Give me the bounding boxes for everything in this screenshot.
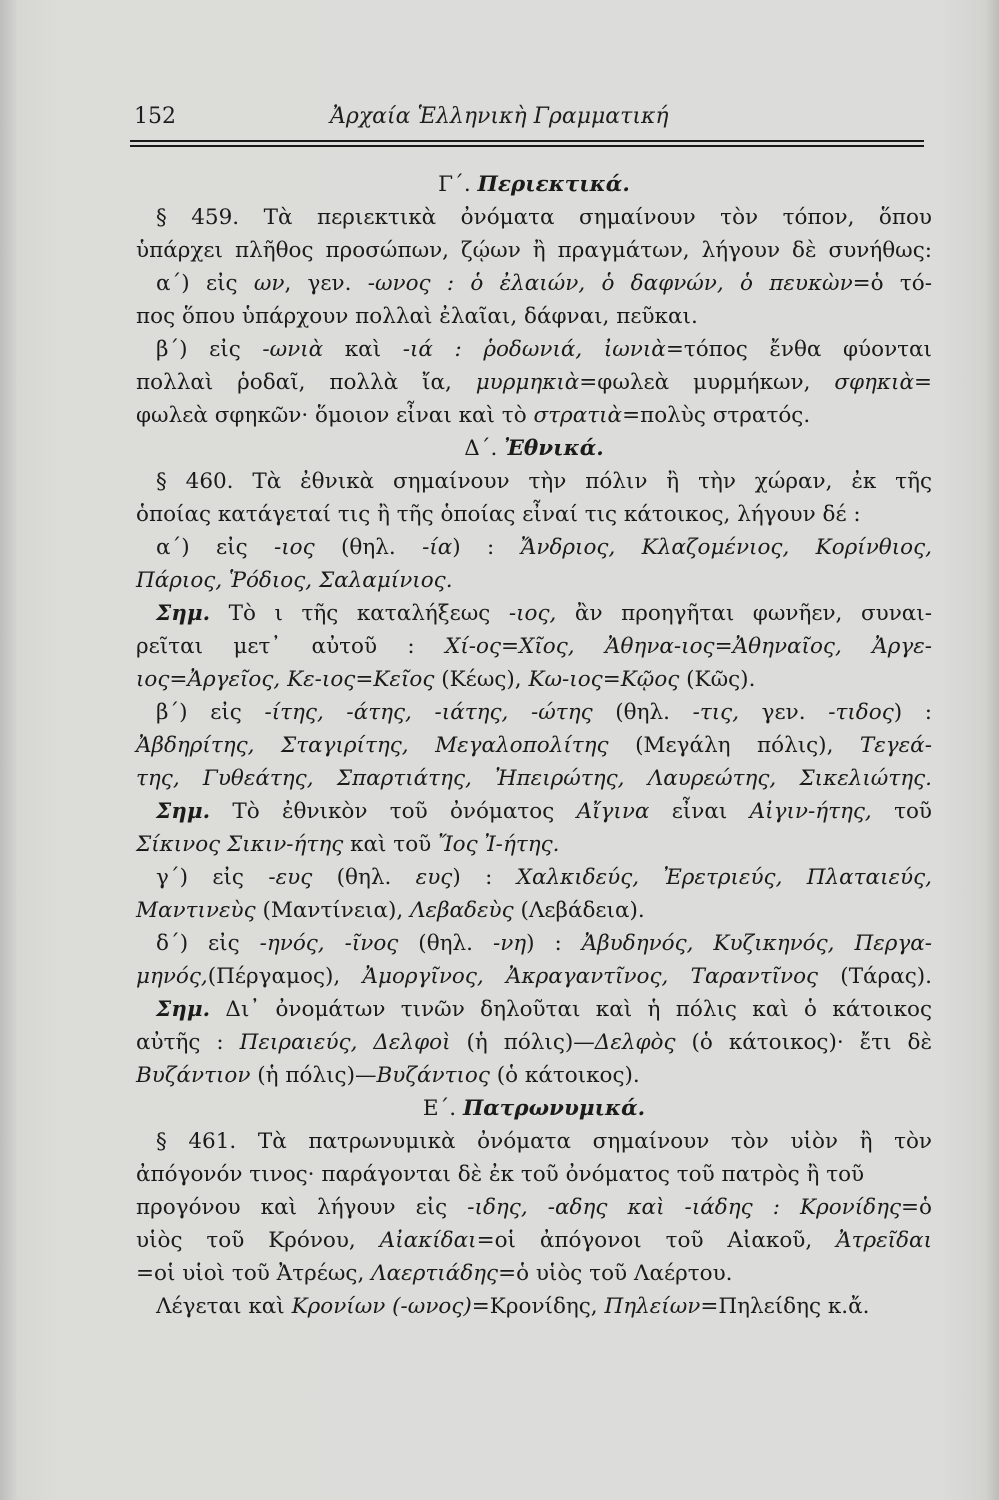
text-line	[136, 1224, 932, 1257]
text-run: § 460. Τὰ ἐθνικὰ σημαίνουν τὴν πόλιν ἢ τὴν χώραν, ἐκ τῆς	[156, 469, 932, 494]
text-run: Τὸ ι τῆς καταλήξεως	[210, 601, 509, 626]
text-line	[136, 1026, 932, 1059]
text-run: (θηλ.	[312, 865, 416, 890]
text-line	[136, 1158, 932, 1191]
text-run: Μαντινεὺς	[136, 898, 256, 923]
text-run: α΄) εἰς	[156, 535, 274, 560]
text-run: Λέγεται καὶ	[156, 1294, 292, 1319]
text-run: Χαλκιδεύς, Ἐρετριεύς, Πλαταιεύς,	[516, 865, 932, 890]
text-run: ευς	[415, 865, 453, 890]
text-run: (ἡ πόλις)—	[250, 1063, 377, 1088]
text-run: (Μεγάλη πόλις),	[608, 733, 860, 758]
text-run: =πολὺς στρατός.	[622, 403, 811, 428]
text-run: τοῦ	[871, 799, 932, 824]
text-line	[136, 960, 932, 993]
header-rule-top	[130, 140, 924, 142]
text-run: ιος=Ἀργεῖος, Κε-ιος=Κεῖος	[136, 667, 435, 692]
text-run: μυρμηκιὰ	[475, 370, 580, 395]
text-run: Τεγεά-	[859, 733, 932, 758]
text-line	[136, 828, 932, 861]
text-run: ) :	[526, 931, 582, 956]
text-run: Γ΄.	[438, 172, 478, 197]
text-line	[136, 201, 932, 234]
text-run: -ιος,	[508, 601, 557, 626]
text-line	[136, 729, 932, 762]
text-run: =ὁ υἱὸς τοῦ Λαέρτου.	[498, 1261, 733, 1286]
text-run: =φωλεὰ μυρμήκων,	[579, 370, 835, 395]
text-run: Ἀτρεῖδαι	[836, 1228, 932, 1253]
text-run: -τιδος	[828, 700, 894, 725]
text-run: σφηκιὰ	[834, 370, 914, 395]
text-run: § 459. Τὰ περιεκτικὰ ὀνόματα σημαίνουν τὸν τόπον, ὅπου	[156, 205, 932, 230]
text-run: της, Γυθεάτης, Σπαρτιάτης, Ἠπειρώτης, Λαυρεώτης, Σικελιώτης.	[136, 766, 932, 791]
text-run: Ἀβδηρίτης, Σταγιρίτης, Μεγαλοπολίτης	[136, 733, 609, 758]
text-run: ἀπόγονόν τινος· παράγονται δὲ ἐκ τοῦ ὀνόματος τοῦ πατρὸς ἢ τοῦ	[136, 1162, 865, 1187]
text-run: =ὁ τό-	[852, 271, 932, 296]
text-run: καὶ	[323, 337, 403, 362]
text-run: § 461. Τὰ πατρωνυμικὰ ὀνόματα σημαίνουν τὸν υἱὸν ἢ τὸν	[156, 1129, 932, 1154]
text-run: μηνός,	[136, 964, 208, 989]
text-run: Ἄνδριος, Κλαζομένιος, Κορίνθιος,	[520, 535, 932, 560]
text-run: Δελφὸς	[594, 1030, 676, 1055]
text-run: Περιεκτικά.	[477, 172, 630, 197]
text-run: (Πέργαμος),	[207, 964, 363, 989]
text-run: (ἡ πόλις)—	[450, 1030, 595, 1055]
text-run: Κρονίων (-ωνος)	[291, 1294, 472, 1319]
text-run: -τις,	[692, 700, 740, 725]
text-run: Αἰγιν-ήτης,	[749, 799, 872, 824]
text-run: Τὸ ἐθνικὸν τοῦ ὀνόματος	[210, 799, 577, 824]
page-number: 152	[134, 104, 176, 129]
text-line	[136, 432, 932, 465]
page-header	[130, 104, 930, 136]
text-run: πολλαὶ ῥοδαῖ, πολλὰ ἴα,	[136, 370, 476, 395]
header-rule-bottom	[130, 145, 924, 147]
text-run: υἱὸς τοῦ Κρόνου,	[136, 1228, 380, 1253]
text-run: (θηλ.	[592, 700, 693, 725]
text-run: Δ΄.	[464, 436, 505, 461]
text-line	[136, 168, 932, 201]
text-run: -ιδης, -αδης καὶ -ιάδης : Κρονίδης	[467, 1195, 902, 1220]
text-run: Δι᾽ ὀνομάτων τινῶν δηλοῦται καὶ ἡ πόλις καὶ ὁ κάτοικος	[210, 997, 932, 1022]
text-run: Ἀμοργῖνος, Ἀκραγαντῖνος, Ταραντῖνος	[362, 964, 819, 989]
text-line	[136, 663, 932, 696]
text-line	[136, 696, 932, 729]
text-run: -νη	[492, 931, 527, 956]
text-run: (Λεβάδεια).	[513, 898, 645, 923]
text-run: -ίτης, -άτης, -ιάτης, -ώτης	[264, 700, 593, 725]
text-run: Σίκινος Σικιν-ήτης	[136, 832, 344, 857]
text-line	[136, 531, 932, 564]
text-run: Αἰακίδαι	[379, 1228, 477, 1253]
text-run: Ε΄.	[422, 1096, 463, 1121]
text-run: -ευς	[268, 865, 313, 890]
text-run: ) :	[893, 700, 933, 725]
text-run: =τόπος ἔνθα φύονται	[665, 337, 932, 362]
text-line	[136, 399, 932, 432]
text-run: =οἱ ἀπόγονοι τοῦ Αἰακοῦ,	[476, 1228, 837, 1253]
text-run: προγόνου καὶ λήγουν εἰς	[136, 1195, 468, 1220]
text-run: , γεν.	[284, 271, 368, 296]
text-run: Λαερτιάδης	[371, 1261, 499, 1286]
running-title: Ἀρχαία Ἑλληνικὴ Γραμματική	[330, 104, 669, 129]
text-line	[136, 1290, 932, 1323]
text-line	[136, 861, 932, 894]
text-run: =Πηλείδης κ.ἄ.	[700, 1294, 870, 1319]
text-line	[136, 1059, 932, 1092]
text-run: ων	[253, 271, 285, 296]
text-run: =	[913, 370, 932, 395]
text-line	[136, 1092, 932, 1125]
text-run: φωλεὰ σφηκῶν· ὅμοιον εἶναι καὶ τὸ	[136, 403, 534, 428]
text-run: Βυζάντιον	[136, 1063, 251, 1088]
text-run: (Μαντίνεια),	[255, 898, 411, 923]
text-run: Σημ.	[156, 799, 211, 824]
text-line	[136, 894, 932, 927]
text-run: πος ὅπου ὑπάρχουν πολλαὶ ἐλαῖαι, δάφναι, πεῦκαι.	[136, 304, 698, 329]
text-run: δ΄) εἰς	[156, 931, 260, 956]
text-line	[136, 1191, 932, 1224]
text-run: Πατρωνυμικά.	[462, 1096, 646, 1121]
text-line	[136, 267, 932, 300]
text-line	[136, 630, 932, 663]
text-run: -ωνιὰ	[262, 337, 324, 362]
text-run: β΄) εἰς	[156, 700, 265, 725]
text-run: -ία	[422, 535, 453, 560]
text-run: αὐτῆς :	[136, 1030, 240, 1055]
text-run: Λεβαδεὺς	[410, 898, 514, 923]
text-line	[136, 300, 932, 333]
text-run: ) :	[452, 865, 517, 890]
text-run: Ἀβυδηνός, Κυζικηνός, Περγα-	[581, 931, 933, 956]
text-run: -ιά : ῥοδωνιά, ἰωνιὰ	[402, 337, 666, 362]
text-run: (ὁ κάτοικος)· ἔτι δὲ	[675, 1030, 932, 1055]
text-line	[136, 366, 932, 399]
text-line	[136, 762, 932, 795]
text-run: (Κέως),	[434, 667, 529, 692]
text-line	[136, 1125, 932, 1158]
text-run: Σημ.	[156, 601, 211, 626]
body-text	[136, 168, 932, 1323]
text-line	[136, 564, 932, 597]
text-line	[136, 993, 932, 1026]
text-run: (ὁ κάτοικος).	[489, 1063, 640, 1088]
text-run: -ωνος : ὁ ἐλαιών, ὁ δαφνών, ὁ πευκὼν	[367, 271, 853, 296]
text-run: εἶναι	[649, 799, 750, 824]
text-run: Χί-ος=Χῖος, Ἀθηνα-ιος=Ἀθηναῖος, Ἀργε-	[445, 634, 932, 659]
text-run: ) :	[452, 535, 521, 560]
text-run: Κω-ιος=Κῷος	[528, 667, 680, 692]
text-run: Πηλείων	[604, 1294, 701, 1319]
text-run: Πάριος, Ῥόδιος, Σαλαμίνιος.	[136, 568, 453, 593]
text-run: Βυζάντιος	[376, 1063, 490, 1088]
text-run: Πειραιεύς, Δελφοὶ	[239, 1030, 451, 1055]
text-line	[136, 498, 932, 531]
text-run: ἂν προηγῆται φωνῆεν, συναι-	[556, 601, 932, 626]
text-run: γεν.	[739, 700, 829, 725]
text-run: (Τάρας).	[818, 964, 932, 989]
text-line	[136, 597, 932, 630]
text-run: =οἱ υἱοὶ τοῦ Ἀτρέως,	[136, 1261, 372, 1286]
text-run: ὑπάρχει πλῆθος προσώπων, ζῴων ἢ πραγμάτων, λήγουν δὲ συνήθως:	[136, 238, 932, 263]
text-line	[136, 333, 932, 366]
text-line	[136, 1257, 932, 1290]
text-run: -ηνός, -ῖνος	[259, 931, 399, 956]
text-line	[136, 927, 932, 960]
text-run: Ἐθνικά.	[504, 436, 604, 461]
text-run: =Κρονίδης,	[471, 1294, 605, 1319]
text-line	[136, 234, 932, 267]
text-run: ρεῖται μετ᾽ αὐτοῦ :	[136, 634, 446, 659]
text-run: καὶ τοῦ	[343, 832, 439, 857]
text-run: β΄) εἰς	[156, 337, 263, 362]
text-run: =ὁ	[901, 1195, 932, 1220]
text-run: (Κῶς).	[679, 667, 756, 692]
text-run: Αἴγινα	[576, 799, 650, 824]
text-run: Ἴος Ἰ-ήτης.	[438, 832, 560, 857]
text-run: (θηλ.	[398, 931, 493, 956]
text-run: Σημ.	[156, 997, 211, 1022]
text-line	[136, 465, 932, 498]
text-run: γ΄) εἰς	[156, 865, 269, 890]
text-run: (θηλ.	[314, 535, 423, 560]
text-line	[136, 795, 932, 828]
text-run: στρατιὰ	[533, 403, 623, 428]
text-run: ὁποίας κατάγεταί τις ἢ τῆς ὁποίας εἶναί τις κάτοικος, λήγουν δέ :	[136, 502, 861, 527]
text-run: α΄) εἰς	[156, 271, 254, 296]
text-run: -ιος	[273, 535, 315, 560]
